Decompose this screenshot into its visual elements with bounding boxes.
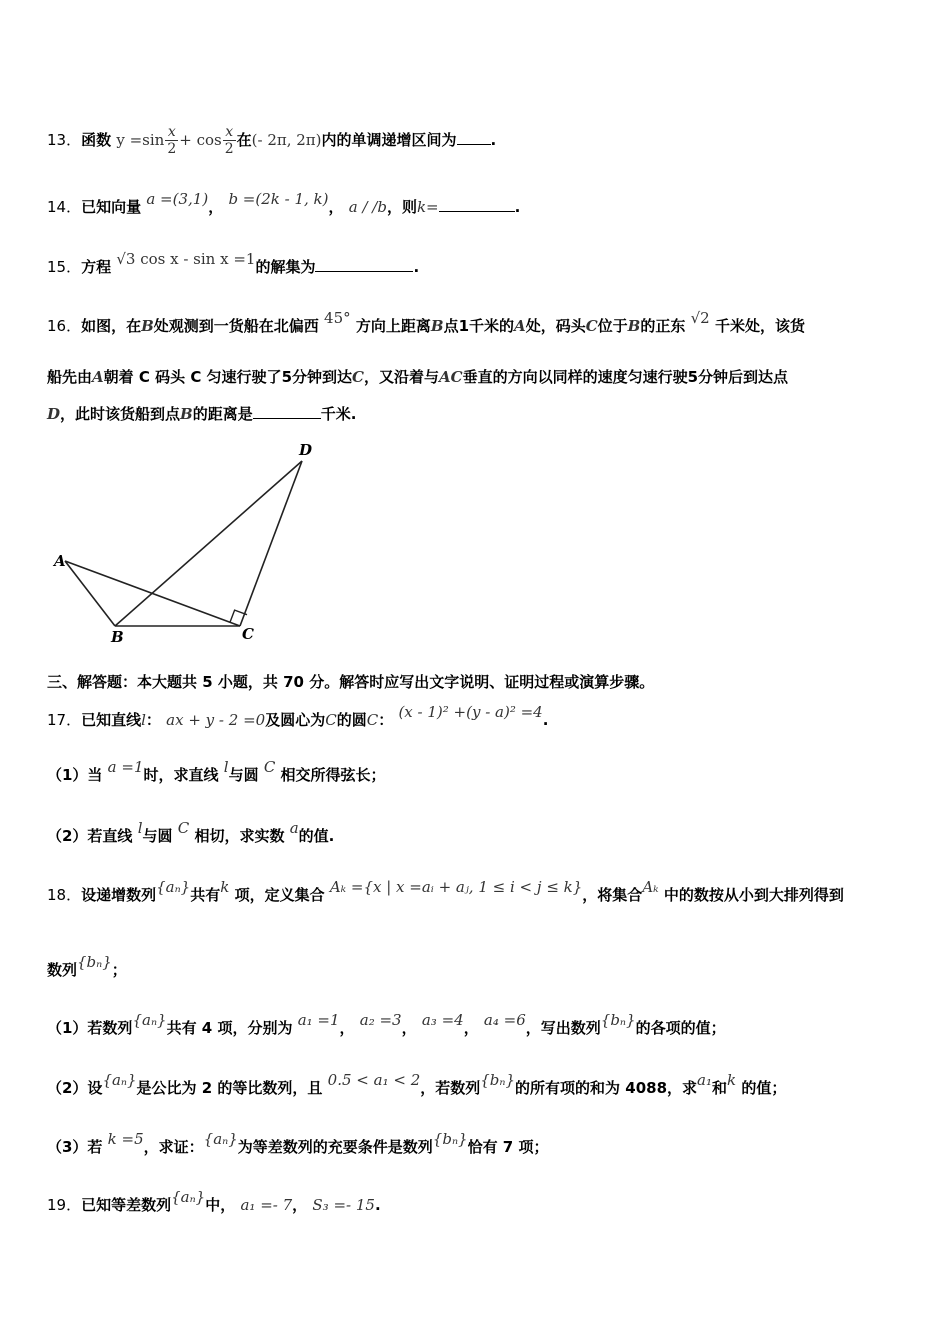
question-17: 17．已知直线l： ax + y - 2 =0及圆心为C的圆C： (x - 1)² +(y - a)² =4. bbox=[47, 703, 549, 729]
question-19: 19．已知等差数列{aₙ}中， a₁ =- 7， S₃ =- 15. bbox=[47, 1188, 381, 1214]
label-D: D bbox=[299, 441, 313, 459]
question-17-part-1: （1）当 a =1时，求直线 l与圆 C 相交所得弦长； bbox=[47, 758, 386, 784]
question-16-line-3: D，此时该货船到点B的距离是 千米. bbox=[47, 405, 357, 423]
question-18: 18．设递增数列{aₙ}共有k 项，定义集合 Aₖ ={x | x =aᵢ + aⱼ, 1 ≤ i < j ≤ k}，将集合Aₖ 中的数按从小到大排列得到 bbox=[47, 878, 844, 904]
label-C: C bbox=[242, 625, 254, 643]
answer-blank bbox=[439, 197, 515, 212]
question-16-line-1: 16．如图，在B处观测到一货船在北偏西 45° 方向上距离B点1千米的A处，码头C位于B的正东 √2 千米处，该货 bbox=[47, 309, 805, 335]
segment-CD bbox=[240, 461, 302, 626]
question-18-part-1: （1）若数列{aₙ}共有 4 项，分别为 a₁ =1， a₂ =3， a₃ =4， a₄ =6，写出数列{bₙ}的各项的值； bbox=[47, 1011, 726, 1037]
question-16-line-2: 船先由A朝着 C 码头 C 匀速行驶了5分钟到达C，又沿着与AC垂直的方向以同样的速度匀速行驶5分钟后到达点 bbox=[47, 368, 789, 386]
fraction-x-over-2-b: $\frac{x}{2}$ bbox=[224, 124, 234, 157]
answer-blank bbox=[253, 404, 321, 419]
question-18-line-2: 数列{bₙ}； bbox=[47, 953, 127, 979]
question-15: 15．方程 √3 cos x - sin x =1的解集为 . bbox=[47, 250, 420, 276]
label-A: A bbox=[54, 552, 66, 570]
answer-blank bbox=[315, 257, 413, 272]
question-18-part-3: （3）若 k =5，求证：{aₙ}为等差数列的充要条件是数列{bₙ}恰有 7 项； bbox=[47, 1130, 549, 1156]
question-13: 13．函数 y =sin $\frac{x}{2}$ + cos $\frac{x}{2}$ 在(- 2π, 2π)内的单调递增区间为 . bbox=[47, 124, 497, 157]
question-18-part-2: （2）设{aₙ}是公比为 2 的等比数列，且 0.5 < a₁ < 2，若数列{bₙ}的所有项的和为 4088，求a₁和k 的值； bbox=[47, 1071, 787, 1097]
section-3-heading: 三、解答题：本大题共 5 小题，共 70 分。解答时应写出文字说明、证明过程或演算步骤。 bbox=[47, 673, 655, 691]
question-14: 14．已知向量 a =(3,1)， b =(2k - 1, k)， a / /b，则k= . bbox=[47, 190, 521, 216]
fraction-x-over-2: $\frac{x}{2}$ bbox=[167, 124, 177, 157]
answer-blank bbox=[457, 130, 491, 145]
question-17-part-2: （2）若直线 l与圆 C 相切，求实数 a的值. bbox=[47, 819, 335, 845]
label-B: B bbox=[111, 628, 124, 646]
segment-BD bbox=[115, 461, 302, 626]
triangle-figure bbox=[40, 436, 330, 646]
